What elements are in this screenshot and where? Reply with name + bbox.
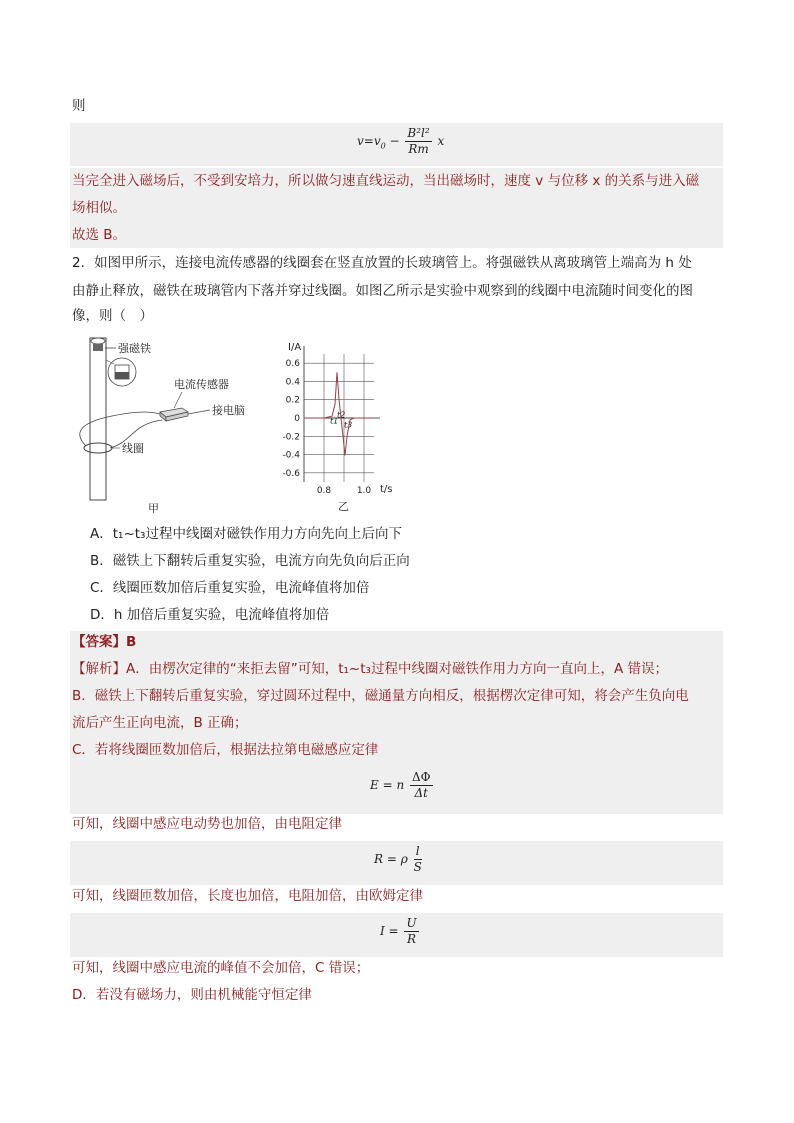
question2-line2: 由静止释放，磁铁在玻璃管内下落并穿过线圈。如图乙所示是实验中观察到的线圈中电流随时间变化的图 [72, 283, 693, 299]
equation-faraday: E = n $\frac{\Delta\Phi}{\Delta t}$ [370, 770, 431, 800]
analysis-b1: B．磁铁上下翻转后重复实验，穿过圆环过程中，磁通量方向相反，根据楞次定律可知，将会产生负向电 [72, 688, 689, 704]
question2-line1: 2．如图甲所示，连接电流传感器的线圈套在竖直放置的长玻璃管上。将强磁铁从离玻璃管上端高为 h 处 [72, 255, 692, 271]
label-computer: 接电脑 [212, 404, 245, 417]
option-a: A．t₁~t₃过程中线圈对磁铁作用力方向先向上后向下 [90, 526, 402, 542]
option-d: D．h 加倍后重复实验，电流峰值将加倍 [90, 607, 330, 623]
annotation-label: t2 [337, 410, 346, 420]
analysis-c2: 可知，线圈中感应电动势也加倍，由电阻定律 [72, 816, 342, 832]
equation-ohm: I = $\frac{U}{R}$ [380, 916, 417, 946]
y-tick-label: 0.2 [285, 395, 300, 406]
equation-resistance: R = ρ $\frac{l}{S}$ [374, 844, 422, 874]
text-ze: 则 [72, 98, 86, 114]
analysis-c4: 可知，线圈中感应电流的峰值不会加倍，C 错误； [72, 960, 370, 976]
explanation-line1: 当完全进入磁场后，不受到安培力，所以做匀速直线运动，当出磁场时，速度 v 与位移 x 的关系与进入磁 [72, 173, 700, 189]
answer-label: 【答案】B [72, 634, 137, 650]
magnet-in-tube [93, 344, 103, 351]
glass-tube [90, 338, 106, 500]
analysis-c: C．若将线圈匝数加倍后，根据法拉第电磁感应定律 [72, 742, 379, 758]
y-axis-label: I/A [288, 342, 302, 353]
analysis-b2: 流后产生正向电流，B 正确； [72, 715, 248, 731]
y-tick-label: -0.4 [282, 450, 300, 461]
annotation-label: t3 [344, 420, 353, 430]
y-tick-label: 0.4 [285, 377, 300, 388]
option-b: B．磁铁上下翻转后重复实验，电流方向先负向后正向 [90, 553, 410, 569]
annotation-label: t1 [330, 416, 339, 426]
y-tick-label: -0.6 [282, 468, 300, 479]
figure-apparatus [72, 332, 262, 517]
analysis-a: 【解析】A．由楞次定律的“来拒去留”可知，t₁~t₃过程中线圈对磁铁作用力方向一直向上，A 错误； [72, 661, 668, 677]
label-magnet: 强磁铁 [118, 342, 151, 355]
analysis-d: D．若没有磁场力，则由机械能守恒定律 [72, 987, 312, 1003]
label-sensor: 电流传感器 [174, 378, 229, 391]
caption-yi: 乙 [338, 500, 349, 513]
y-tick-label: -0.2 [282, 432, 300, 443]
label-coil: 线圈 [122, 442, 144, 455]
y-tick-label: 0 [294, 414, 300, 424]
analysis-c3: 可知，线圈匝数加倍，长度也加倍，电阻加倍，由欧姆定律 [72, 888, 423, 904]
explanation-line2: 场相似。 [72, 200, 126, 216]
x-axis-label: t/s [380, 484, 393, 495]
x-tick-label: 1.0 [356, 486, 372, 496]
caption-jia: 甲 [148, 502, 159, 515]
option-c: C．线圈匝数加倍后重复实验，电流峰值将加倍 [90, 580, 370, 596]
equation-v: $v=v_0$ − $\frac{\text{B²l²}}{Rm}$ x [357, 126, 445, 156]
question2-line3: 像，则（ ） [72, 308, 153, 324]
y-tick-label: 0.6 [285, 359, 300, 370]
choose-b-text: 故选 B。 [72, 227, 127, 243]
x-tick-label: 0.8 [316, 486, 332, 496]
current-time-chart [268, 336, 398, 516]
